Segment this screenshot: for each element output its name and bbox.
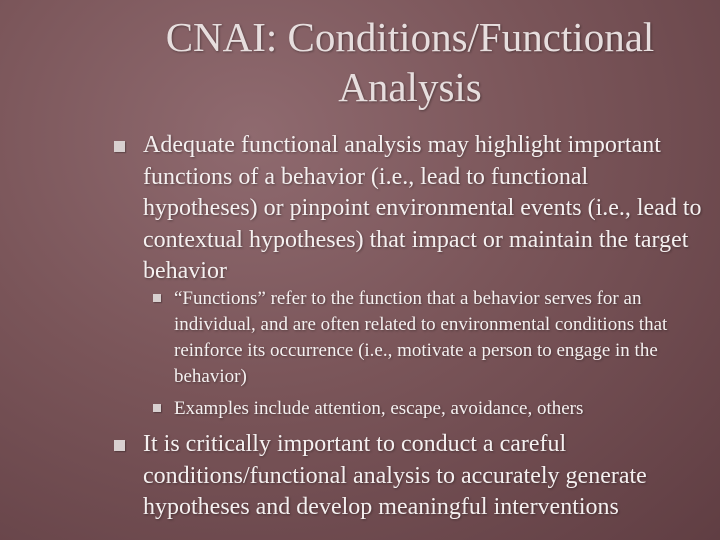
bullet-marker: [114, 440, 125, 451]
bullet-1-text: Adequate functional analysis may highlight important functions of a behavior (i.e., lead to functional hypotheses) or pinpoint environmental events (i.e., lead to contextual hypotheses) that impact or maintain the target behavior: [143, 132, 702, 284]
slide-title: CNAI: Conditions/Functional Analysis: [165, 14, 655, 110]
bullet-2-text: It is critically important to conduct a careful conditions/functional analysis to accurately generate hypotheses and develop meaningful interventions: [143, 431, 647, 520]
sub-bullet-1-text: “Functions” refer to the function that a behavior serves for an individual, and are often related to environmental conditions that reinforce its occurrence (i.e., motivate a person to engage in the behavior): [174, 288, 668, 387]
sub-bullet-2-text: Examples include attention, escape, avoidance, others: [174, 398, 584, 419]
bullet-marker: [114, 141, 125, 152]
sub-bullet-marker: [153, 404, 161, 412]
sub-bullet-marker: [153, 294, 161, 302]
